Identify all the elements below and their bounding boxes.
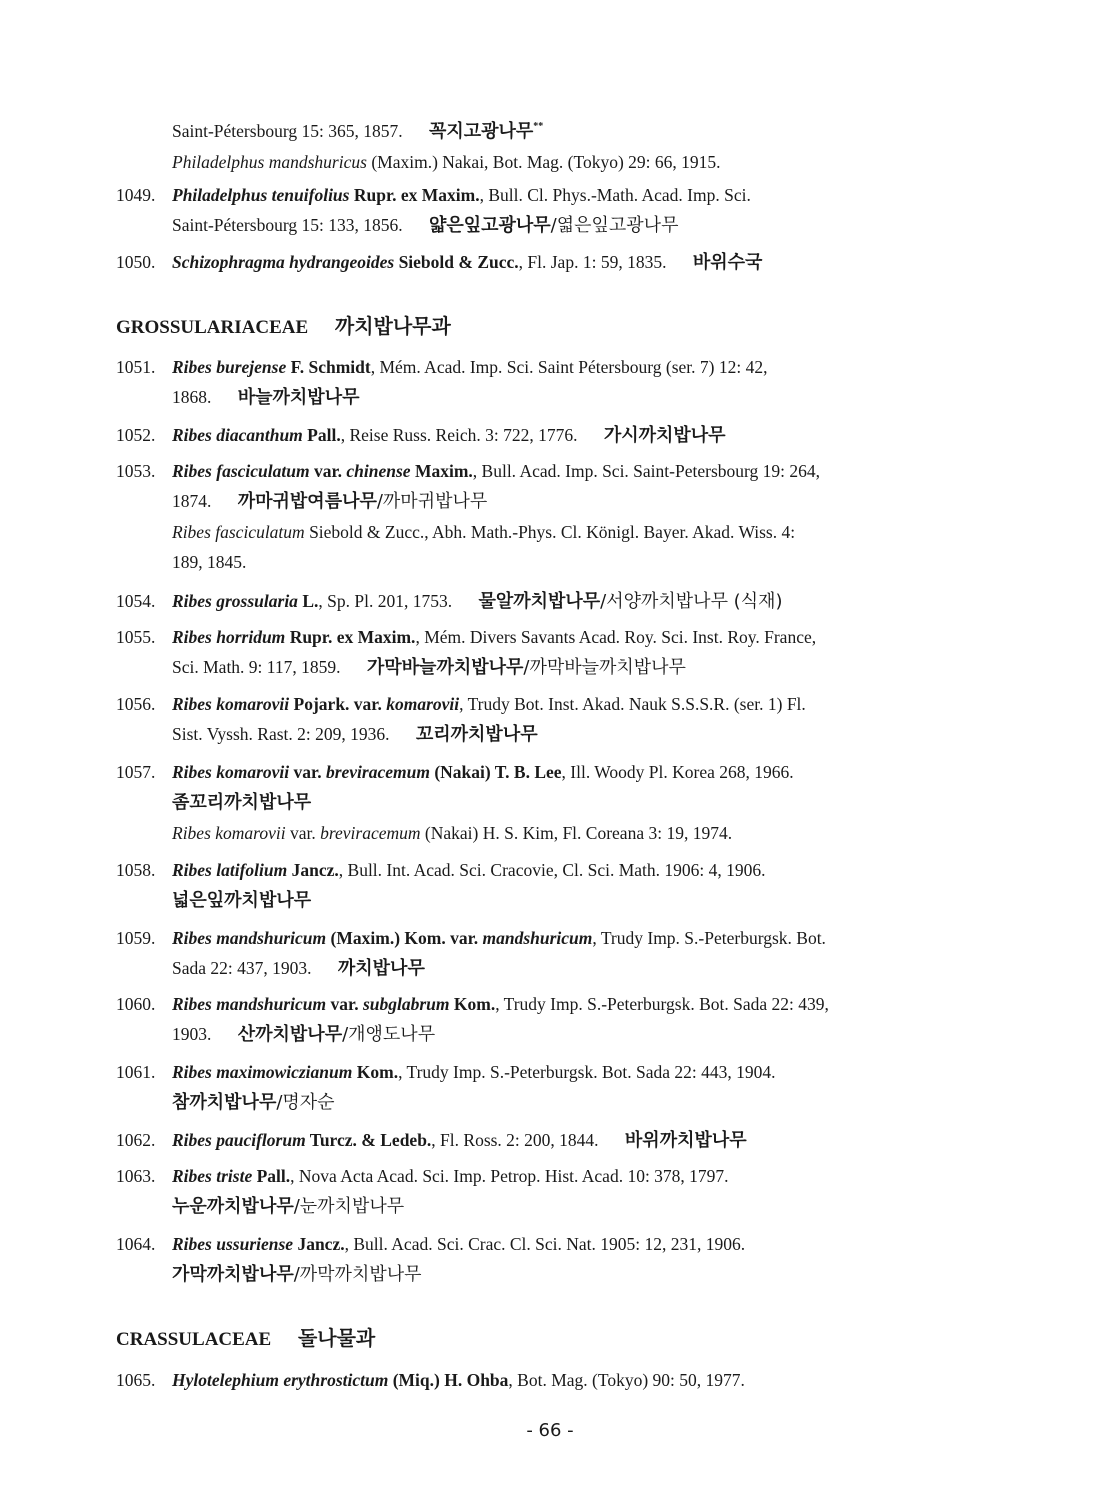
author: Rupr. ex Maxim. [285, 627, 416, 647]
scientific-name: Ribes maximowiczianum [172, 1062, 353, 1082]
entry-number: 1059. [116, 928, 156, 948]
entry-number: 1058. [116, 860, 156, 880]
korean-name: 얇은잎고광나무 [428, 215, 551, 236]
family-heading: CRASSULACEAE 돌나물과 [116, 1326, 376, 1350]
family-heading: GROSSULARIACEAE 까치밥나무과 [116, 314, 451, 338]
scientific-name: Ribes pauciflorum [172, 1130, 306, 1150]
korean-name: 물알까치밥나무 [478, 591, 601, 612]
entry-1051: 1051. Ribes burejense F. Schmidt, Mém. Acad. Imp. Sci. Saint Pétersbourg (ser. 7) 12: 42, 1868. 바늘까치밥나무 [116, 352, 1042, 413]
entry-1057: 1057. Ribes komarovii var. breviracemum (Nakai) T. B. Lee, Ill. Woody Pl. Korea 268, 1966. 좀꼬리까치밥나무 Ribes komarovii var. breviracemum (Nakai) H. S. Kim, Fl. Coreana 3: 19, 1974. [116, 757, 1042, 848]
author: F. Schmidt [286, 357, 371, 377]
korean-name: 가시까치밥나무 [603, 425, 726, 446]
entry-number: 1062. [116, 1130, 156, 1150]
scientific-name: Ribes diacanthum [172, 425, 303, 445]
synonym-name: Ribes komarovii [172, 823, 286, 843]
korean-name: 바위수국 [692, 252, 763, 273]
entry-1048-continued: Saint-Pétersbourg 15: 365, 1857. 꼭지고광나무** Philadelphus mandshuricus (Maxim.) Nakai, Bot. Mag. (Tokyo) 29: 66, 1915. [172, 121, 721, 172]
entry-1050: 1050. Schizophragma hydrangeoides Siebold & Zucc., Fl. Jap. 1: 59, 1835. 바위수국 [116, 247, 1042, 278]
scientific-name: Ribes burejense [172, 357, 287, 377]
author: Turcz. & Ledeb. [305, 1130, 432, 1150]
author: Kom. [449, 994, 496, 1014]
korean-alt-name: /까마귀밥나무 [376, 491, 488, 512]
author: Pall. [252, 1166, 291, 1186]
author: Maxim. [410, 461, 473, 481]
author: (Miq.) H. Ohba [388, 1370, 509, 1390]
entry-number: 1064. [116, 1234, 156, 1254]
entry-1054: 1054. Ribes grossularia L., Sp. Pl. 201, 1753. 물알까치밥나무/서양까치밥나무 (식재) [116, 586, 1042, 617]
author: Rupr. ex Maxim. [349, 185, 480, 205]
entry-number: 1049. [116, 185, 156, 205]
author: Pojark. var. [289, 694, 387, 714]
scientific-name: Philadelphus tenuifolius [172, 185, 350, 205]
korean-name: 산까치밥나무 [237, 1024, 343, 1045]
author: L. [297, 591, 319, 611]
korean-name: 누운까치밥나무 [172, 1196, 294, 1217]
variety-name: chinense [346, 461, 411, 481]
entry-1052: 1052. Ribes diacanthum Pall., Reise Russ. Reich. 3: 722, 1776. 가시까치밥나무 [116, 420, 1042, 451]
scientific-name: Ribes grossularia [172, 591, 298, 611]
variety-name: breviracemum [325, 762, 430, 782]
korean-name: 꼬리까치밥나무 [415, 724, 538, 745]
scientific-name: Ribes fasciculatum [172, 461, 310, 481]
entry-number: 1053. [116, 461, 156, 481]
scientific-name: Ribes latifolium [172, 860, 288, 880]
scientific-name: Ribes horridum [172, 627, 286, 647]
entry-number: 1061. [116, 1062, 156, 1082]
author: Pall. [302, 425, 341, 445]
scientific-name: Ribes komarovii [172, 762, 290, 782]
author: (Maxim.) Kom. var. [326, 928, 483, 948]
entry-number: 1054. [116, 591, 156, 611]
korean-alt-name: /엷은잎고광나무 [550, 215, 679, 236]
korean-name: 참까치밥나무 [172, 1092, 277, 1113]
synonym-name: Philadelphus mandshuricus [172, 152, 367, 172]
entry-number: 1050. [116, 252, 156, 272]
korean-alt-name: /개앵도나무 [342, 1024, 436, 1045]
synonym-name: Ribes fasciculatum [172, 522, 305, 542]
scientific-name: Ribes mandshuricum [172, 994, 327, 1014]
entry-1061: 1061. Ribes maximowiczianum Kom., Trudy Imp. S.-Peterburgsk. Bot. Sada 22: 443, 1904. 참까치밥나무/명자순 [116, 1057, 1042, 1118]
entry-1053: 1053. Ribes fasciculatum var. chinense Maxim., Bull. Acad. Imp. Sci. Saint-Petersbourg 19: 264, 1874. 까마귀밥여름나무/까마귀밥나무 Ribes fasciculatum Siebold & Zucc., Abh. Math.-Phys. Cl. Königl. Bayer. Akad. Wiss. 4: 189, 1845. [116, 456, 1042, 577]
entry-1059: 1059. Ribes mandshuricum (Maxim.) Kom. var. mandshuricum, Trudy Imp. S.-Peterburgsk. Bot. Sada 22: 437, 1903. 까치밥나무 [116, 923, 1042, 984]
korean-alt-name: /명자순 [276, 1092, 335, 1113]
author: Jancz. [287, 860, 339, 880]
entry-number: 1056. [116, 694, 156, 714]
korean-name: 까마귀밥여름나무 [237, 491, 377, 512]
korean-alt-name: /서양까치밥나무 (식재) [600, 591, 783, 612]
entry-number: 1051. [116, 357, 156, 377]
entry-number: 1065. [116, 1370, 156, 1390]
entry-1056: 1056. Ribes komarovii Pojark. var. komarovii, Trudy Bot. Inst. Akad. Nauk S.S.S.R. (ser. 1) Fl. Sist. Vyssh. Rast. 2: 209, 1936. 꼬리까치밥나무 [116, 689, 1042, 750]
scientific-name: Schizophragma hydrangeoides [172, 252, 395, 272]
entry-1064: 1064. Ribes ussuriense Jancz., Bull. Acad. Sci. Crac. Cl. Sci. Nat. 1905: 12, 231, 1906. 가막까치밥나무/까막까치밥나무 [116, 1229, 1042, 1290]
entry-1058: 1058. Ribes latifolium Jancz., Bull. Int. Acad. Sci. Cracovie, Cl. Sci. Math. 1906: 4, 1906. 넓은잎까치밥나무 [116, 855, 1042, 916]
variety-name: komarovii [386, 694, 460, 714]
korean-name: 가막까치밥나무 [172, 1264, 294, 1285]
entry-1049: 1049. Philadelphus tenuifolius Rupr. ex Maxim., Bull. Cl. Phys.-Math. Acad. Imp. Sci. Saint-Pétersbourg 15: 133, 1856. 얇은잎고광나무/엷은잎고광나무 [116, 180, 1042, 241]
entry-1055: 1055. Ribes horridum Rupr. ex Maxim., Mém. Divers Savants Acad. Roy. Sci. Inst. Roy. France, Sci. Math. 9: 117, 1859. 가막바늘까치밥나무/까막바늘까치밥나무 [116, 622, 1042, 683]
scientific-name: Ribes triste [172, 1166, 253, 1186]
entry-number: 1055. [116, 627, 156, 647]
korean-name: 넓은잎까치밥나무 [172, 890, 312, 911]
korean-name: 바위까치밥나무 [624, 1130, 747, 1151]
korean-name: 좀꼬리까치밥나무 [172, 792, 312, 813]
korean-name: 까치밥나무 [337, 958, 425, 979]
entry-number: 1052. [116, 425, 156, 445]
page-number: - 66 - [526, 1420, 574, 1441]
scientific-name: Ribes mandshuricum [172, 928, 327, 948]
variety-name: subglabrum [362, 994, 450, 1014]
author: Kom. [352, 1062, 399, 1082]
entry-1063: 1063. Ribes triste Pall., Nova Acta Acad. Sci. Imp. Petrop. Hist. Acad. 10: 378, 1797. 누운까치밥나무/눈까치밥나무 [116, 1161, 1042, 1222]
entry-number: 1057. [116, 762, 156, 782]
entry-number: 1060. [116, 994, 156, 1014]
variety-name: mandshuricum [482, 928, 593, 948]
author: Jancz. [293, 1234, 345, 1254]
korean-name: 꼭지고광나무 [428, 121, 534, 142]
entry-1065: 1065. Hylotelephium erythrostictum (Miq.) H. Ohba, Bot. Mag. (Tokyo) 90: 50, 1977. [116, 1365, 1042, 1395]
author: Siebold & Zucc. [394, 252, 519, 272]
entry-number: 1063. [116, 1166, 156, 1186]
entry-1062: 1062. Ribes pauciflorum Turcz. & Ledeb., Fl. Ross. 2: 200, 1844. 바위까치밥나무 [116, 1125, 1042, 1156]
scientific-name: Ribes komarovii [172, 694, 290, 714]
korean-alt-name: /눈까치밥나무 [293, 1196, 405, 1217]
korean-name: 바늘까치밥나무 [237, 387, 360, 408]
korean-alt-name: /까막바늘까치밥나무 [523, 657, 686, 678]
scientific-name: Hylotelephium erythrostictum [172, 1370, 389, 1390]
scientific-name: Ribes ussuriense [172, 1234, 294, 1254]
entry-1060: 1060. Ribes mandshuricum var. subglabrum Kom., Trudy Imp. S.-Peterburgsk. Bot. Sada 22: 439, 1903. 산까치밥나무/개앵도나무 [116, 989, 1042, 1050]
korean-alt-name: /까막까치밥나무 [293, 1264, 422, 1285]
author: (Nakai) T. B. Lee [429, 762, 562, 782]
korean-name: 가막바늘까치밥나무 [366, 657, 524, 678]
